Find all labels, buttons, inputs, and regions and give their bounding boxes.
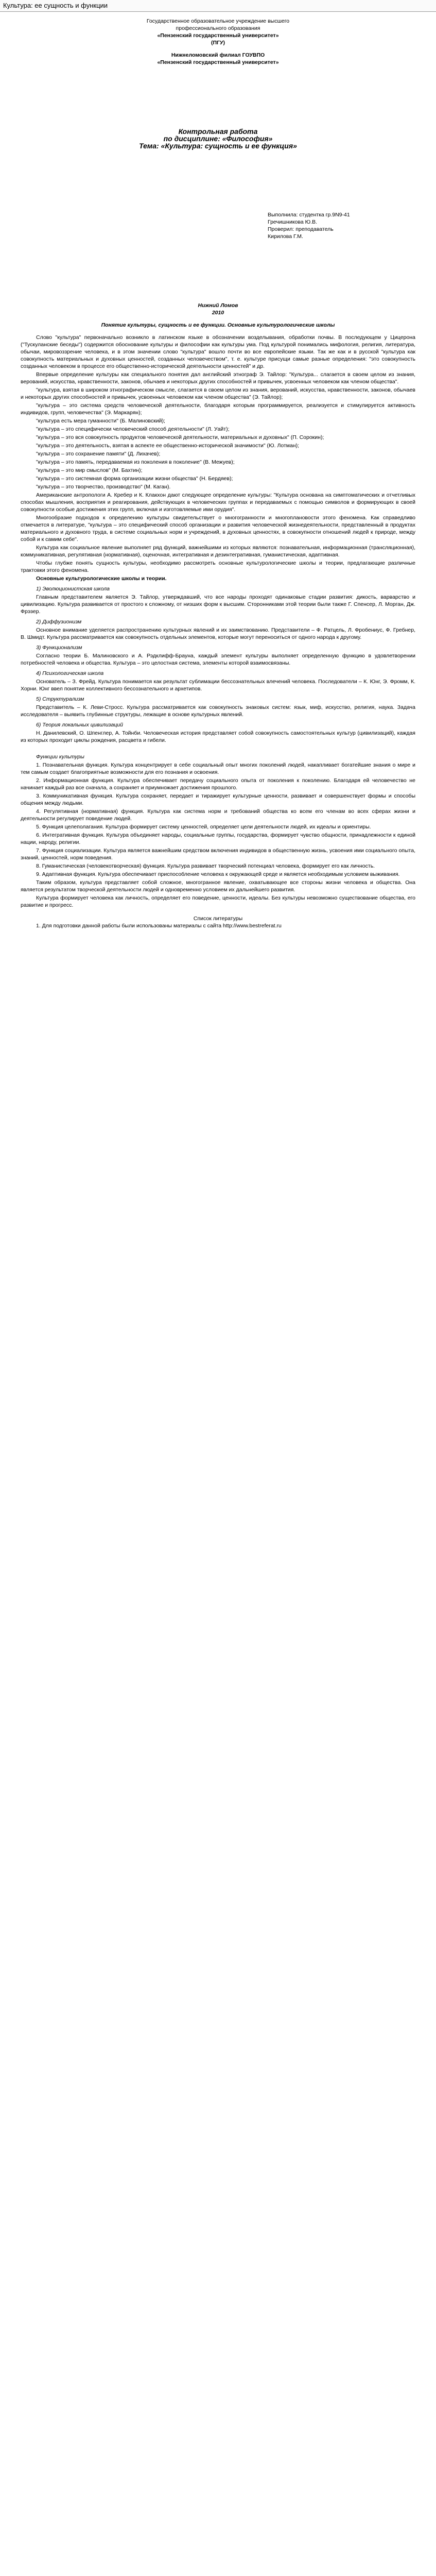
literature-title: Список литературы (193, 916, 243, 922)
paragraph: Многообразие подходов к определению культуры свидетельствует о многогранности и многоплановости этого феномена. Как справедливо отмечается в литературе, "культура – это специфический способ организации и развития человеческой жизнедеятельности, представленный в продуктах материального и духовного труда, в системе социальных норм и учреждений, в духовных ценностях, в совокупности отношений людей к природе, между собой и к самим себе". (21, 515, 415, 543)
quote-item: "культура – это творчество, производство" (М. Каган). (36, 484, 171, 490)
function-item: 7. Функция социализации. Культура является важнейшим средством включения индивидов в общественную жизнь, усвоения ими социального опыта, знаний, ценностей, норм поведения. (21, 848, 415, 861)
functions-title: Функции культуры (36, 754, 84, 760)
school-text: Согласно теории Б. Малиновского и А. Рэдклифф-Брауна, каждый элемент культуры выполняет определенную функцию в удовлетворении потребностей человека и общества. Культура – это целостная система, элементы которой взаимосвязаны. (21, 653, 415, 666)
school-heading: 3) Функционализм (36, 645, 82, 651)
paragraph: Культура как социальное явление выполняет ряд функций, важнейшими из которых являются: познавательная, информационная (трансляционная), коммуникативная, регулятивная (нормативная), оценочная, интегративная и дезинтегративная, гуманистическая, адаптивная. (21, 545, 415, 558)
header-line: Государственное образовательное учреждение высшего (146, 18, 290, 24)
quote-item: "культура – это системная форма организации жизни общества" (Н. Бердяев); (36, 476, 233, 482)
paragraph: Американские антропологи А. Кребер и К. Клакхон дают следующее определение культуры: "Культура основана на симптоматических и отчетливых способах мышления, восприятия и реагирования, действующих в человеческих группах и передаваемых с помощью символов и формирующих в своей совокупности особые достижения этих групп, включая и изготовляемые ими орудия". (21, 492, 415, 513)
browser-tab-bar (0, 0, 436, 12)
function-item: 8. Гуманистическая (человекотворческая) функция. Культура развивает творческий потенциал человека, формирует его как личность. (36, 863, 375, 869)
section-title: Понятие культуры, сущность и ее функции. Основные культурологические школы (101, 322, 335, 328)
title-line: Тема: «Культура: сущность и ее функция» (139, 142, 297, 150)
title-line: Контрольная работа (178, 127, 258, 135)
author-line: Кирилова Г.М. (268, 233, 303, 240)
quote-item: "культура – это вся совокупность продуктов человеческой деятельности, материальных и духовных" (П. Сорокин); (36, 434, 324, 440)
header-line: Нижнеломовский филиал ГОУВПО (171, 52, 265, 58)
school-text: Н. Данилевский, О. Шпенглер, А. Тойнби. Человеческая история представляет собой совокупность самостоятельных культур (цивилизаций), каждая из которых проходит циклы рождения, расцвета и гибели. (21, 730, 415, 743)
quote-item: "культура – это система средств человеческой деятельности, благодаря которым программируется, реализуется и стимулируется активность индивидов, групп, человечества" (Э. Маркарян); (21, 402, 415, 416)
school-heading: 5) Структурализм (36, 696, 84, 702)
school-text: Представитель – К. Леви-Стросс. Культура рассматривается как совокупность знаковых систем: язык, миф, искусство, религия, наука. Задача исследователя – выявить глубинные структуры, лежащие в основе культурных явлений. (21, 704, 415, 718)
school-heading: 2) Диффузионизм (36, 619, 82, 625)
work-title (21, 128, 415, 149)
quote-item: "культура – это специфически человеческий способ деятельности" (Л. Уайт); (36, 426, 230, 432)
header-line: (ПГУ) (211, 40, 225, 46)
paragraph: Впервые определение культуры как специального понятия дал английский этнограф Э. Тайлор: "Культура... слагается в своем целом из знания, верований, искусства, нравственности, законов, обычаев и некоторых других способностей и привычек, усвоенных человеком как членом общества". (21, 371, 415, 385)
function-item: 6. Интегративная функция. Культура объединяет народы, социальные группы, государства, формирует чувство общности, принадлежности к единой нации, народу, религии. (21, 832, 415, 845)
city-label: Нижний Ломов (198, 302, 238, 309)
header-line: «Пензенский государственный университет» (157, 32, 279, 39)
paragraph: Чтобы глубже понять сущность культуры, необходимо рассмотреть основные культурологические школы и теории, предлагающие различные трактовки этого феномена. (21, 560, 415, 573)
header-line: «Пензенский государственный университет» (157, 59, 279, 65)
school-text: Основное внимание уделяется распространению культурных явлений и их заимствованию. Представители – Ф. Ратцель, Л. Фробениус, Ф. Гребнер, В. Шмидт. Культура рассматривается как совокупность отдельных элементов, которые могут переноситься от одного народа к другому. (21, 627, 415, 640)
schools-intro: Основные культурологические школы и теории. (36, 575, 167, 582)
quote-item: "культура – это сохранение памяти" (Д. Лихачев); (36, 451, 161, 457)
title-line: по дисциплине: «Философия» (163, 134, 273, 143)
school-heading: 1) Эволюционистская школа (36, 586, 110, 592)
school-heading: 4) Психологическая школа (36, 670, 104, 676)
paragraph: Слово "культура" первоначально возникло в латинском языке в обозначении возделывания, обработки почвы. В последующем у Цицерона ("Тускуланские беседы") содержится обоснование культуры и философии как культуры ума. Под культурой понимались мифология, религия, литература, обычаи, мировоззрение человека, и в этом значении слово "культура" вошло почти во все европейские языки. Так же как и в русской "культура как совокупность материальных и духовных ценностей, созданных человечеством", т. е. культуре присущи самые разные определения: "это совокупность созданных человеком в процессе его общественно-исторической деятельности ценностей" и др. (21, 334, 415, 369)
school-text: Основатель – З. Фрейд. Культура понимается как результат сублимации бессознательных влечений человека. Последователи – К. Юнг, Э. Фромм, К. Хорни. Юнг ввел понятие коллективного бессознательного и архетипов. (21, 679, 415, 692)
conclusion-paragraph: Культура формирует человека как личность, определяет его поведение, ценности, идеалы. Без культуры невозможно существование общества, его развитие и прогресс. (21, 895, 415, 908)
page-tab-title: Культура: ее сущность и функции (3, 2, 108, 9)
quote-item: "культура – это память, передаваемая из поколения в поколение" (В. Межуев); (36, 459, 235, 465)
year-label: 2010 (212, 310, 224, 316)
quote-item: "культура – это деятельность, взятая в аспекте ее общественно-исторической значимости" (Ю. Лотман); (36, 443, 300, 449)
author-line: Проверил: преподаватель (268, 226, 334, 232)
document-body (21, 18, 415, 930)
function-item: 1. Познавательная функция. Культура концентрирует в себе социальный опыт многих поколений людей, накапливает богатейшие знания о мире и тем самым создает благоприятные возможности для его познания и освоения. (21, 762, 415, 775)
institution-header (21, 18, 415, 66)
literature-item: 1. Для подготовки данной работы были использованы материалы с сайта http://www.bestreferat.ru (36, 923, 282, 929)
function-item: 3. Коммуникативная функция. Культура сохраняет, передает и тиражирует культурные ценности, развивает и совершенствует формы и способы общения между людьми. (21, 793, 415, 806)
author-block (268, 211, 415, 240)
conclusion-paragraph: Таким образом, культура представляет собой сложное, многогранное явление, охватывающее все стороны жизни человека и общества. Она является результатом творческой деятельности людей и одновременно условием их дальнейшего развития. (21, 879, 415, 893)
function-item: 9. Адаптивная функция. Культура обеспечивает приспособление человека к окружающей среде и является необходимым условием выживания. (36, 871, 400, 877)
header-line: профессионального образования (176, 25, 260, 31)
quote-item: "культура есть мера гуманности" (Б. Малиновский); (36, 418, 165, 424)
school-text: Главным представителем является Э. Тайлор, утверждавший, что все народы проходят одинаковые стадии развития: дикость, варварство и цивилизацию. Культура развивается от простого к сложному, от низших форм к высшим. Сторонниками этой теории были также Г. Спенсер, Л. Морган, Дж. Фрэзер. (21, 594, 415, 615)
author-line: Выполнила: студентка гр.9N9-41 (268, 212, 350, 218)
author-line: Гречишникова Ю.В. (268, 219, 318, 225)
function-item: 5. Функция целеполагания. Культура формирует систему ценностей, определяет цели деятельности людей, их идеалы и ориентиры. (36, 824, 371, 830)
quote-item: "культура – это мир смыслов" (М. Бахтин); (36, 467, 143, 473)
quote-item: "культура, взятая в широком этнографическом смысле, слагается в своем целом из знания, верований, искусства, нравственности, законов, обычаев и некоторых других способностей и привычек, усвоенных человеком как членом общества" (Э. Тайлор); (21, 387, 415, 400)
function-item: 4. Регулятивная (нормативная) функция. Культура как система норм и требований общества ко всем его членам во всех сферах жизни и деятельности регулирует поведение людей. (21, 808, 415, 822)
function-item: 2. Информационная функция. Культура обеспечивает передачу социального опыта от поколения к поколению. Благодаря ей человечество не начинает каждый раз все сначала, а сохраняет и приумножает достижения прошлого. (21, 777, 415, 791)
school-heading: 6) Теория локальных цивилизаций (36, 722, 123, 728)
